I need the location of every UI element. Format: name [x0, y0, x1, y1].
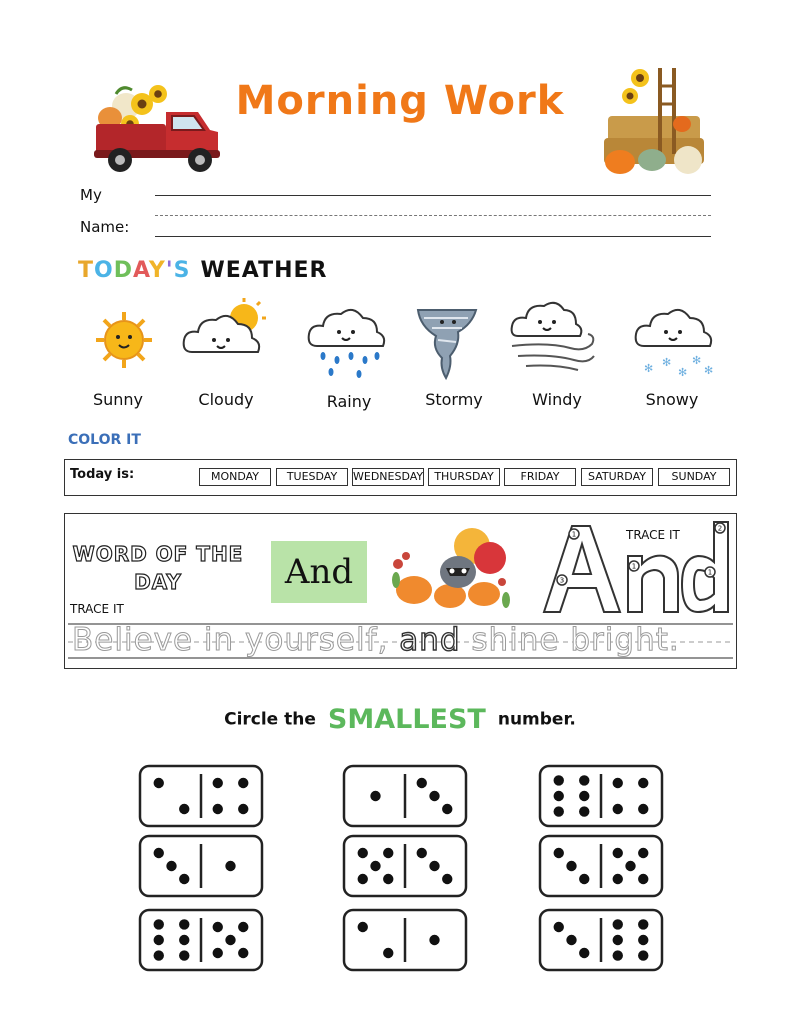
- domino-pip-left: [179, 950, 189, 960]
- domino-pip-right: [417, 848, 427, 858]
- domino-pip-left: [554, 806, 564, 816]
- domino-pip-left: [579, 948, 589, 958]
- domino-pip-right: [613, 848, 623, 858]
- domino-pip-left: [179, 804, 189, 814]
- name-mid-dashed-line: [155, 215, 711, 216]
- page-title: Morning Work: [235, 78, 565, 124]
- domino-pip-right: [638, 950, 648, 960]
- domino-pip-right: [613, 874, 623, 884]
- svg-text:✻: ✻: [704, 364, 714, 377]
- day-friday[interactable]: FRIDAY: [504, 468, 576, 486]
- weather-heading: [78, 258, 327, 283]
- word-card: And: [271, 541, 367, 603]
- domino-pip-left: [579, 791, 589, 801]
- domino-pip-right: [638, 804, 648, 814]
- svg-text:✻: ✻: [692, 354, 702, 367]
- name-write-line[interactable]: [155, 236, 711, 237]
- day-wednesday[interactable]: WEDNESDAY: [352, 468, 424, 486]
- day-saturday[interactable]: SATURDAY: [581, 468, 653, 486]
- hay-bales-pumpkins-image: [600, 64, 710, 180]
- domino-pip-right: [213, 922, 223, 932]
- domino-r1c1[interactable]: [138, 764, 264, 828]
- domino-pip-right: [625, 861, 635, 871]
- domino-pip-left: [579, 806, 589, 816]
- domino-pip-right: [238, 948, 248, 958]
- domino-pip-right: [225, 935, 235, 945]
- domino-r1c3[interactable]: [538, 764, 664, 828]
- word-of-the-day-heading-line2: DAY: [134, 570, 182, 594]
- svg-text:1: 1: [707, 568, 713, 577]
- domino-pip-left: [383, 848, 393, 858]
- domino-pip-right: [238, 922, 248, 932]
- domino-pip-left: [154, 919, 164, 929]
- svg-text:1: 1: [631, 562, 637, 571]
- domino-pip-right: [442, 874, 452, 884]
- domino-pip-left: [166, 861, 176, 871]
- svg-text:3: 3: [559, 576, 565, 585]
- domino-pip-left: [179, 919, 189, 929]
- weather-label-sunny[interactable]: Sunny: [92, 390, 144, 409]
- weather-label-stormy[interactable]: Stormy: [425, 390, 483, 409]
- domino-pip-left: [383, 948, 393, 958]
- smallest-number-instruction: [150, 704, 650, 735]
- weather-label-windy[interactable]: Windy: [532, 390, 582, 409]
- cloud-sun-icon: [178, 296, 268, 376]
- today-is-label: Today is:: [70, 467, 135, 482]
- name-label-line2: Name:: [80, 218, 130, 236]
- domino-r1c2[interactable]: [342, 764, 468, 828]
- domino-pip-right: [638, 848, 648, 858]
- domino-pip-left: [154, 935, 164, 945]
- domino-pip-left: [370, 791, 380, 801]
- svg-text:✻: ✻: [644, 362, 654, 375]
- domino-pip-right: [429, 861, 439, 871]
- domino-pip-right: [442, 804, 452, 814]
- domino-pip-right: [213, 778, 223, 788]
- weather-label-rainy[interactable]: Rainy: [326, 392, 372, 411]
- domino-pip-right: [613, 950, 623, 960]
- domino-pip-right: [225, 861, 235, 871]
- domino-pip-left: [179, 935, 189, 945]
- weather-label-cloudy[interactable]: Cloudy: [198, 390, 254, 409]
- domino-pip-right: [238, 804, 248, 814]
- day-monday[interactable]: MONDAY: [199, 468, 271, 486]
- wind-cloud-icon: [508, 296, 598, 376]
- domino-pip-left: [554, 922, 564, 932]
- domino-r3c3[interactable]: [538, 908, 664, 972]
- domino-pip-left: [579, 874, 589, 884]
- trace-sentence-end: shine bright.: [460, 622, 680, 658]
- instruction-start: Circle the: [224, 709, 316, 730]
- domino-pip-left: [358, 874, 368, 884]
- domino-pip-left: [370, 861, 380, 871]
- domino-pip-left: [154, 778, 164, 788]
- domino-pip-left: [358, 848, 368, 858]
- trace-sentence-start: Believe in yourself,: [72, 622, 400, 658]
- rain-cloud-icon: [305, 300, 395, 380]
- weather-heading-todays: TODAY'S: [78, 258, 191, 283]
- svg-text:2: 2: [717, 524, 723, 533]
- day-sunday[interactable]: SUNDAY: [658, 468, 730, 486]
- domino-pip-left: [566, 861, 576, 871]
- tornado-icon: [402, 302, 492, 382]
- domino-pip-right: [638, 778, 648, 788]
- domino-pip-left: [383, 874, 393, 884]
- instruction-highlight: SMALLEST: [327, 704, 486, 735]
- domino-pip-left: [179, 874, 189, 884]
- domino-pip-left: [154, 848, 164, 858]
- domino-pip-right: [429, 935, 439, 945]
- domino-pip-right: [417, 778, 427, 788]
- domino-pip-left: [554, 848, 564, 858]
- domino-pip-left: [554, 775, 564, 785]
- snow-cloud-icon: [632, 300, 722, 380]
- day-thursday[interactable]: THURSDAY: [428, 468, 500, 486]
- color-it-heading: COLOR IT: [68, 432, 141, 448]
- trace-it-label-right: TRACE IT: [626, 528, 680, 542]
- domino-r2c1[interactable]: [138, 834, 264, 898]
- name-label-line1: My: [80, 186, 102, 204]
- weather-heading-weather: WEATHER: [200, 258, 328, 283]
- domino-r3c1[interactable]: [138, 908, 264, 972]
- weather-label-snowy[interactable]: Snowy: [645, 390, 699, 409]
- sun-icon: [79, 300, 169, 380]
- domino-pip-right: [613, 804, 623, 814]
- domino-pip-right: [613, 919, 623, 929]
- domino-r2c2[interactable]: [342, 834, 468, 898]
- domino-pip-left: [554, 791, 564, 801]
- domino-pip-right: [213, 804, 223, 814]
- domino-r3c2[interactable]: [342, 908, 468, 972]
- trace-sentence-highlight: and: [399, 622, 461, 658]
- svg-text:✻: ✻: [678, 366, 688, 379]
- name-top-line: [155, 195, 711, 196]
- trace-sentence[interactable]: [72, 622, 732, 658]
- domino-pip-right: [213, 948, 223, 958]
- domino-pip-right: [238, 778, 248, 788]
- domino-pip-left: [358, 922, 368, 932]
- domino-r2c3[interactable]: [538, 834, 664, 898]
- instruction-end: number.: [497, 709, 576, 730]
- domino-pip-right: [613, 935, 623, 945]
- domino-pip-right: [638, 935, 648, 945]
- svg-text:1: 1: [571, 530, 577, 539]
- raccoon-pumpkins-image: [386, 520, 516, 612]
- domino-pip-right: [638, 919, 648, 929]
- word-of-the-day-heading: [68, 540, 248, 596]
- svg-text:✻: ✻: [662, 356, 672, 369]
- domino-pip-right: [429, 791, 439, 801]
- domino-pip-right: [638, 874, 648, 884]
- domino-pip-left: [154, 950, 164, 960]
- word-of-the-day-heading-line1: WORD OF THE: [72, 542, 244, 566]
- day-tuesday[interactable]: TUESDAY: [276, 468, 348, 486]
- domino-pip-left: [566, 935, 576, 945]
- domino-pip-right: [613, 778, 623, 788]
- domino-pip-left: [579, 775, 589, 785]
- trace-it-label-left: TRACE IT: [70, 602, 124, 616]
